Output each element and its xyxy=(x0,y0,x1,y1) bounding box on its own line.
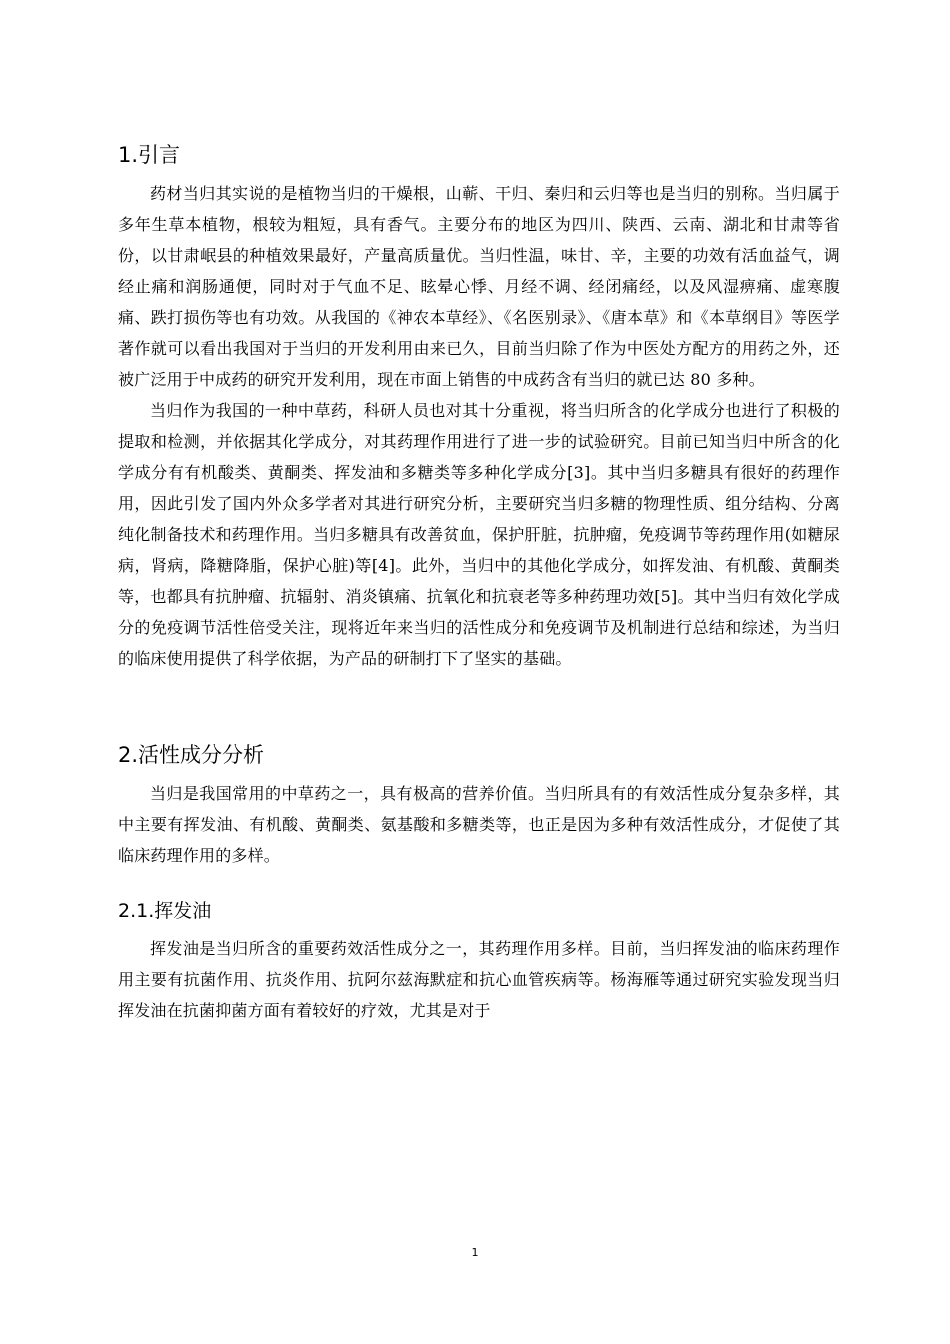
document-body xyxy=(118,140,840,1026)
paragraph: 药材当归其实说的是植物当归的干燥根，山蕲、干归、秦归和云归等也是当归的别称。当归属于多年生草本植物，根较为粗短，具有香气。主要分布的地区为四川、陕西、云南、湖北和甘肃等省份，以甘肃岷县的种植效果最好，产量高质量优。当归性温，味甘、辛，主要的功效有活血益气，调经止痛和润肠通便，同时对于气血不足、眩晕心悸、月经不调、经闭痛经，以及风湿痹痛、虚寒腹痛、跌打损伤等也有功效。从我国的《神农本草经》、《名医别录》、《唐本草》和《本草纲目》等医学著作就可以看出我国对于当归的开发利用由来已久，目前当归除了作为中医处方配方的用药之外，还被广泛用于中成药的研究开发利用，现在市面上销售的中成药含有当归的就已达 80 多种。 xyxy=(118,184,840,389)
section-heading-active-components: 2.活性成分分析 xyxy=(118,743,265,767)
paragraph: 当归是我国常用的中草药之一，具有极高的营养价值。当归所具有的有效活性成分复杂多样，其中主要有挥发油、有机酸、黄酮类、氨基酸和多糖类等，也正是因为多种有效活性成分，才促使了其临床药理作用的多样。 xyxy=(118,784,840,865)
paragraph: 挥发油是当归所含的重要药效活性成分之一，其药理作用多样。目前，当归挥发油的临床药理作用主要有抗菌作用、抗炎作用、抗阿尔兹海默症和抗心血管疾病等。杨海雁等通过研究实验发现当归挥发油在抗菌抑菌方面有着较好的疗效，尤其是对于 xyxy=(118,939,840,1020)
paragraph: 当归作为我国的一种中草药，科研人员也对其十分重视，将当归所含的化学成分也进行了积极的提取和检测，并依据其化学成分，对其药理作用进行了进一步的试验研究。目前已知当归中所含的化学成分有有机酸类、黄酮类、挥发油和多糖类等多种化学成分[3]。其中当归多糖具有很好的药理作用，因此引发了国内外众多学者对其进行研究分析，主要研究当归多糖的物理性质、组分结构、分离纯化制备技术和药理作用。当归多糖具有改善贫血，保护肝脏，抗肿瘤，免疫调节等药理作用(如糖尿病，肾病，降糖降脂，保护心脏)等[4]。此外，当归中的其他化学成分，如挥发油、有机酸、黄酮类等，也都具有抗肿瘤、抗辐射、消炎镇痛、抗氧化和抗衰老等多种药理功效[5]。其中当归有效化学成分的免疫调节活性倍受关注，现将近年来当归的活性成分和免疫调节及机制进行总结和综述，为当归的临床使用提供了科学依据，为产品的研制打下了坚实的基础。 xyxy=(118,401,840,668)
subsection-heading-volatile-oil: 2.1.挥发油 xyxy=(118,900,212,922)
page-number: 1 xyxy=(471,1246,479,1259)
section-heading-introduction: 1.引言 xyxy=(118,143,181,167)
